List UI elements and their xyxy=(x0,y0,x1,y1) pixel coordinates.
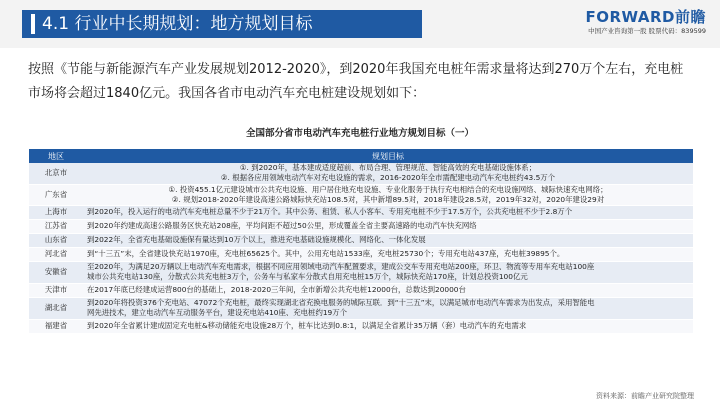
region-cell: 天津市 xyxy=(29,283,83,297)
goal-text-line: 到2022年，全省充电基础设施保有量达到10万个以上，推进充电基础设施规模化、网络化、一体化发展 xyxy=(87,235,426,244)
region-cell: 湖北省 xyxy=(29,297,83,319)
table-row xyxy=(29,233,693,247)
table-row xyxy=(29,319,693,333)
goal-cell xyxy=(83,233,693,247)
table-row xyxy=(29,297,693,319)
region-cell: 广东省 xyxy=(29,184,83,205)
region-cell: 上海市 xyxy=(29,205,83,219)
goal-cell xyxy=(83,297,693,319)
goal-text-line: ②. 根据各应用领域电动汽车对充电设施的需求，2016-2020年全市需配建电动汽车充电桩约43.5万个 xyxy=(220,173,556,183)
goal-text-line: 到“十三五”末，全省建设快充站1970座，充电桩65625个。其中，公用充电站1533座，充电桩25730个；专用充电站437座，充电桩39895个。 xyxy=(87,249,565,258)
goal-cell xyxy=(83,261,693,283)
goal-text-line: 至2020年，为满足20万辆以上电动汽车充电需求，根据不同应用领域电动汽车配置要求，建成公交车专用充电站200座，环卫、物流等专用车充电站100座 xyxy=(87,262,595,271)
goal-cell xyxy=(83,219,693,233)
brand-tagline: 中国产业咨询第一股 股票代码：839599 xyxy=(588,27,706,35)
column-header-region: 地区 xyxy=(29,149,83,163)
table-row xyxy=(29,205,693,219)
goal-text-line: ②. 规划2018-2020年建设高速公路城际快充站108.5对，其中新增89.5对，2018年建设28.5对，2019年32对，2020年建设29对 xyxy=(171,194,605,204)
title-accent-bar xyxy=(31,14,35,34)
brand-logo-block xyxy=(585,8,706,36)
goal-text-line: 在2017年底已经建成运营800台的基础上，2018-2020三年间，全市新增公共充电桩12000台，总数达到20000台 xyxy=(87,285,466,294)
table-row xyxy=(29,184,693,205)
goal-text-line: 网先进技术，建立电动汽车互动服务平台，建设充电站410座、充电桩约19万个 xyxy=(87,308,348,317)
goal-cell xyxy=(83,205,693,219)
table-row xyxy=(29,219,693,233)
goal-text-line: 到2020年约建成高速公路服务区快充站208座，平均间距不超过50公里，形成覆盖全省主要高速路的电动汽车快充网络 xyxy=(87,221,477,230)
goal-text-line: 城市公共充电站130座，分散式公共充电桩3万个，公务车与私家车分散式自用充电桩15万个，城际快充站170座，计划总投资100亿元 xyxy=(87,272,528,281)
table-title: 全国部分省市电动汽车充电桩行业地方规划目标（一） xyxy=(245,128,474,139)
region-cell: 山东省 xyxy=(29,233,83,247)
section-title-bar xyxy=(22,10,422,38)
table-row xyxy=(29,247,693,261)
regional-plan-table xyxy=(29,149,693,334)
region-cell: 福建省 xyxy=(29,319,83,333)
goal-text-line: ①. 投资455.1亿元建设城市公共充电设施、用户居住地充电设施、专业化服务于执行充电相结合的充电设施网络、城际快速充电网络； xyxy=(168,184,608,194)
goal-text-line: 到2020年将投资376个充电站、47072个充电桩，最终实现湖北省充换电服务的城际互联．到“十三五”末，以满足城市电动汽车需求为出发点，采用智能电 xyxy=(87,298,595,307)
page-title: 4.1 行业中长期规划：地方规划目标 xyxy=(42,14,313,34)
goal-cell xyxy=(83,283,693,297)
goal-cell xyxy=(83,163,693,184)
region-cell: 北京市 xyxy=(29,163,83,184)
column-header-goal: 规划目标 xyxy=(83,149,693,163)
table-row xyxy=(29,261,693,283)
table-body xyxy=(29,163,693,333)
brand-logo: FORWARD前瞻 xyxy=(585,8,706,26)
table-header-row xyxy=(29,149,693,163)
region-cell: 安徽省 xyxy=(29,261,83,283)
region-cell: 江苏省 xyxy=(29,219,83,233)
intro-paragraph: 按照《节能与新能源汽车产业发展规划2012-2020》，到2020年我国充电桩年需求量将达到270万个左右，充电桩市场将会超过1840亿元。我国各省市电动汽车充电桩建设规划如下： xyxy=(28,62,684,101)
goal-text-line: 到2020年全省累计建成固定充电桩&移动储能充电设施28万个，桩车比达到0.8:1，以满足全省累计35万辆（套）电动汽车的充电需求 xyxy=(87,321,527,330)
goal-cell xyxy=(83,319,693,333)
goal-cell xyxy=(83,247,693,261)
goal-text-line: 到2020年，投入运行的电动汽车充电桩总量不少于21万个。其中公务、租赁、私人小客车、专用充电桩不少于17.5万个，公共充电桩不少于2.8万个 xyxy=(87,207,573,216)
table-row xyxy=(29,163,693,184)
table-row xyxy=(29,283,693,297)
region-cell: 河北省 xyxy=(29,247,83,261)
source-note: 资料来源：前瞻产业研究院整理 xyxy=(596,392,694,400)
goal-text-line: ①. 到2020年，基本建成适度超前、布局合理、管理规范、智能高效的充电基础设施体系； xyxy=(239,163,537,173)
goal-cell xyxy=(83,184,693,205)
